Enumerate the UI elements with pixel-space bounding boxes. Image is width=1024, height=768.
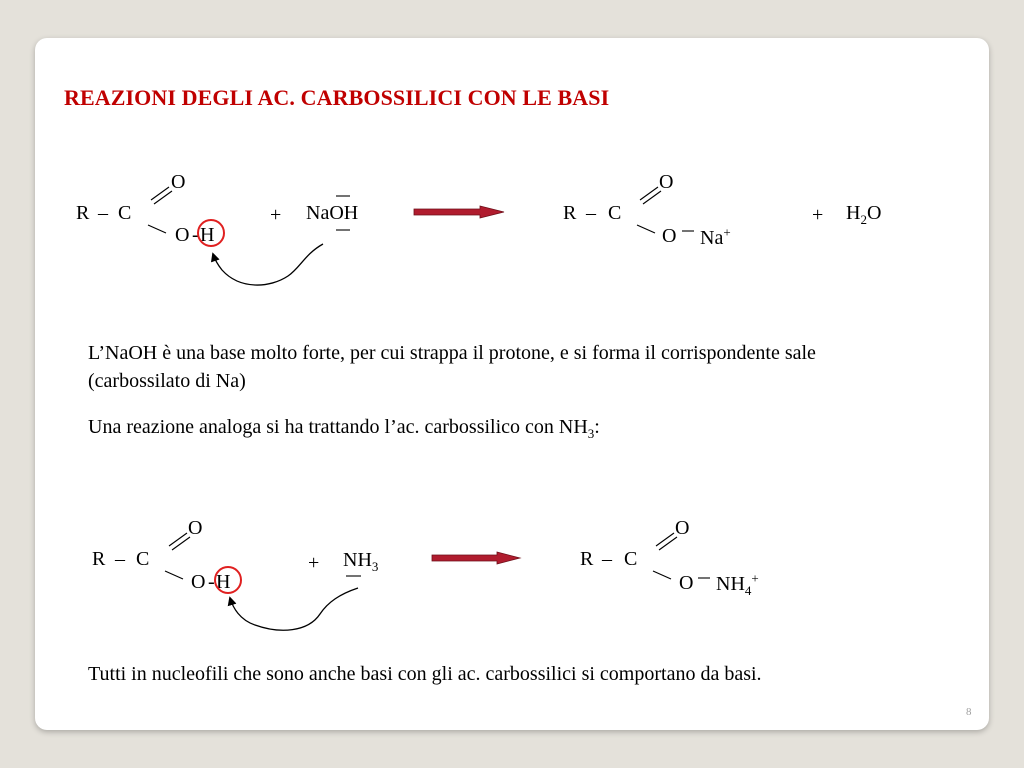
r2-reactant-double-bond-a (169, 533, 187, 546)
r1-product-r: R (563, 202, 577, 224)
nh3-subscript: 3 (371, 559, 379, 574)
water-o: O (866, 202, 882, 224)
r1-reactant-carbonyl-o: O (171, 171, 186, 193)
nh3-symbol: NH (343, 549, 372, 571)
r1-reactant-double-bond-b (154, 191, 172, 204)
r2-product-double-bond-a (656, 533, 674, 546)
r2-reactant-single-bond (165, 571, 183, 579)
r1-product-double-bond-a (640, 187, 658, 200)
paragraph-2-subscript: 3 (587, 426, 595, 441)
r2-product-carbonyl-o: O (675, 517, 690, 539)
r2-reactant-hydroxyl-h: H (216, 571, 231, 593)
slide-title: REAZIONI DEGLI AC. CARBOSSILICI CON LE BASI (64, 85, 610, 110)
r1-base-naoh: NaOH (306, 202, 359, 224)
r1-reactant-c: C (118, 202, 132, 224)
r1-cation-charge: + (723, 224, 731, 240)
r2-product-dash: – (602, 548, 612, 570)
r2-product-carboxylate-o: O (679, 572, 694, 594)
r2-reactant-c: C (136, 548, 150, 570)
nh4-subscript: 4 (744, 583, 752, 598)
r1-product-c: C (608, 202, 622, 224)
paragraph-2-text: Una reazione analoga si ha trattando l’ac. carbossilico con NH (88, 416, 588, 438)
r1-product-double-bond-b (643, 191, 661, 204)
r1-curved-arrow (213, 244, 323, 285)
r1-reactant-single-bond (148, 225, 166, 233)
r1-product-carboxylate-o: O (662, 225, 677, 247)
r2-reactant-hydroxyl-dash: - (208, 571, 215, 593)
r1-reaction-arrow (414, 206, 504, 218)
nh4-symbol: NH (716, 573, 745, 595)
r1-reactant-hydroxyl-dash: - (192, 224, 199, 246)
nh4-charge: + (751, 570, 759, 586)
paragraph-2-colon: : (594, 416, 600, 438)
r1-reactant-hydroxyl-h: H (200, 224, 215, 246)
r2-product-c: C (624, 548, 638, 570)
r1-product-dash: – (586, 202, 596, 224)
r1-cation-symbol: Na (700, 227, 724, 249)
paragraph-3: Tutti in nucleofili che sono anche basi con gli ac. carbossilici si comportano da basi. (88, 663, 762, 685)
r1-reactant-hydroxyl-o: O (175, 224, 190, 246)
r2-proton-highlight-circle (215, 567, 241, 593)
r2-reactant-hydroxyl-o: O (191, 571, 206, 593)
r1-reactant-r: R (76, 202, 90, 224)
r2-plus: + (308, 552, 320, 574)
r2-reaction-arrow (432, 552, 520, 564)
r1-proton-highlight-circle (198, 220, 224, 246)
r1-product-single-bond (637, 225, 655, 233)
water-h: H (846, 202, 861, 224)
r1-plus-2: + (812, 204, 824, 226)
paragraph-1: L’NaOH è una base molto forte, per cui strappa il protone, e si forma il corrispondente sale (carbossilato di Na) (88, 342, 816, 392)
r2-reactant-r: R (92, 548, 106, 570)
r2-reactant-dash: – (115, 548, 125, 570)
r1-plus: + (270, 204, 282, 226)
r1-product-carbonyl-o: O (659, 171, 674, 193)
r2-product-single-bond (653, 571, 671, 579)
r2-product-r: R (580, 548, 594, 570)
r1-reactant-dash: – (98, 202, 108, 224)
r1-reactant-double-bond-a (151, 187, 169, 200)
page-number: 8 (966, 706, 972, 718)
r2-curved-arrow (230, 588, 358, 630)
r2-reactant-double-bond-b (172, 537, 190, 550)
water-subscript: 2 (860, 212, 867, 227)
r2-reactant-carbonyl-o: O (188, 517, 203, 539)
r2-product-double-bond-b (659, 537, 677, 550)
